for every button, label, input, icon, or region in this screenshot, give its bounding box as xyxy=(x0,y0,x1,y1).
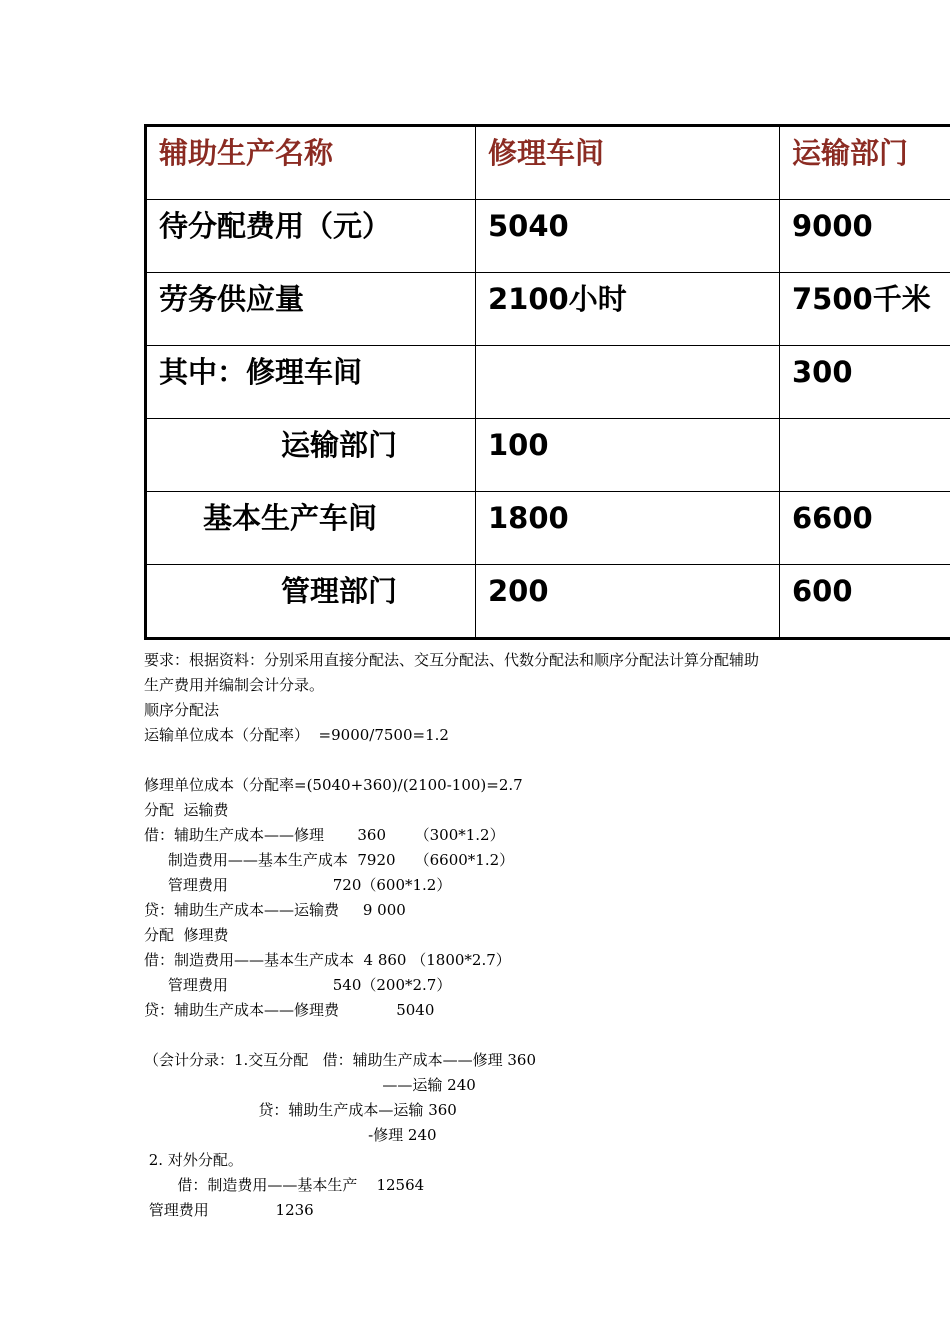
header-cell-transport: 运输部门 xyxy=(780,126,950,200)
journal-entry-line: 借：辅助生产成本——修理 360 （300*1.2） xyxy=(144,826,505,844)
journal-entry-line: 借：制造费用——基本生产成本 4 860 （1800*2.7） xyxy=(144,951,511,969)
table-row xyxy=(146,565,950,639)
table-cell: 300 xyxy=(780,346,950,419)
row-label: 劳务供应量 xyxy=(146,273,476,346)
journal-entry-line: 管理费用 540（200*2.7） xyxy=(144,976,452,994)
table-cell: 6600 xyxy=(780,492,950,565)
header-cell-repair: 修理车间 xyxy=(476,126,780,200)
table-row xyxy=(146,273,950,346)
row-label: 待分配费用（元） xyxy=(146,200,476,273)
transport-rate-line: 运输单位成本（分配率） =9000/7500=1.2 xyxy=(144,726,449,744)
requirement-text: 要求：根据资料：分别采用直接分配法、交互分配法、代数分配法和顺序分配法计算分配辅助 xyxy=(144,651,760,669)
allocation-data-table xyxy=(144,124,950,640)
row-label: 管理部门 xyxy=(146,565,476,639)
journal-entry-line: （会计分录：1.交互分配 借：辅助生产成本——修理 360 xyxy=(144,1051,537,1069)
method-heading: 顺序分配法 xyxy=(144,701,220,719)
spacer xyxy=(144,748,864,773)
journal-entry-line: ——运输 240 xyxy=(144,1076,476,1094)
table-header-row xyxy=(146,126,950,200)
allocate-transport-heading: 分配 运输费 xyxy=(144,801,229,819)
journal-entry-line: 制造费用——基本生产成本 7920 （6600*1.2） xyxy=(144,851,515,869)
row-label: 基本生产车间 xyxy=(146,492,476,565)
external-allocation-heading: 2. 对外分配。 xyxy=(144,1151,243,1169)
header-cell-name: 辅助生产名称 xyxy=(146,126,476,200)
table-cell: 1800 xyxy=(476,492,780,565)
table-cell: 2100小时 xyxy=(476,273,780,346)
journal-entry-line: 贷：辅助生产成本——运输费 9 000 xyxy=(144,901,406,919)
table-cell: 5040 xyxy=(476,200,780,273)
requirement-text-cont: 生产费用并编制会计分录。 xyxy=(144,676,325,694)
journal-entry-line: -修理 240 xyxy=(144,1126,437,1144)
table-cell xyxy=(476,346,780,419)
table-cell: 600 xyxy=(780,565,950,639)
spacer xyxy=(144,1023,864,1048)
journal-entry-line: 管理费用 1236 xyxy=(144,1201,314,1219)
solution-notes xyxy=(144,648,864,1223)
repair-rate-line: 修理单位成本（分配率=(5040+360)/(2100-100)=2.7 xyxy=(144,776,523,794)
table-cell: 200 xyxy=(476,565,780,639)
table-cell: 7500千米 xyxy=(780,273,950,346)
journal-entry-line: 贷：辅助生产成本——修理费 5040 xyxy=(144,1001,435,1019)
journal-entry-line: 管理费用 720（600*1.2） xyxy=(144,876,452,894)
table-cell xyxy=(780,419,950,492)
row-label: 运输部门 xyxy=(146,419,476,492)
journal-entry-line: 贷：辅助生产成本—运输 360 xyxy=(144,1101,457,1119)
table-row xyxy=(146,492,950,565)
allocate-repair-heading: 分配 修理费 xyxy=(144,926,229,944)
table-cell: 9000 xyxy=(780,200,950,273)
table-cell: 100 xyxy=(476,419,780,492)
table-row xyxy=(146,419,950,492)
table-row xyxy=(146,346,950,419)
row-label: 其中：修理车间 xyxy=(146,346,476,419)
table-row xyxy=(146,200,950,273)
journal-entry-line: 借：制造费用——基本生产 12564 xyxy=(144,1176,425,1194)
